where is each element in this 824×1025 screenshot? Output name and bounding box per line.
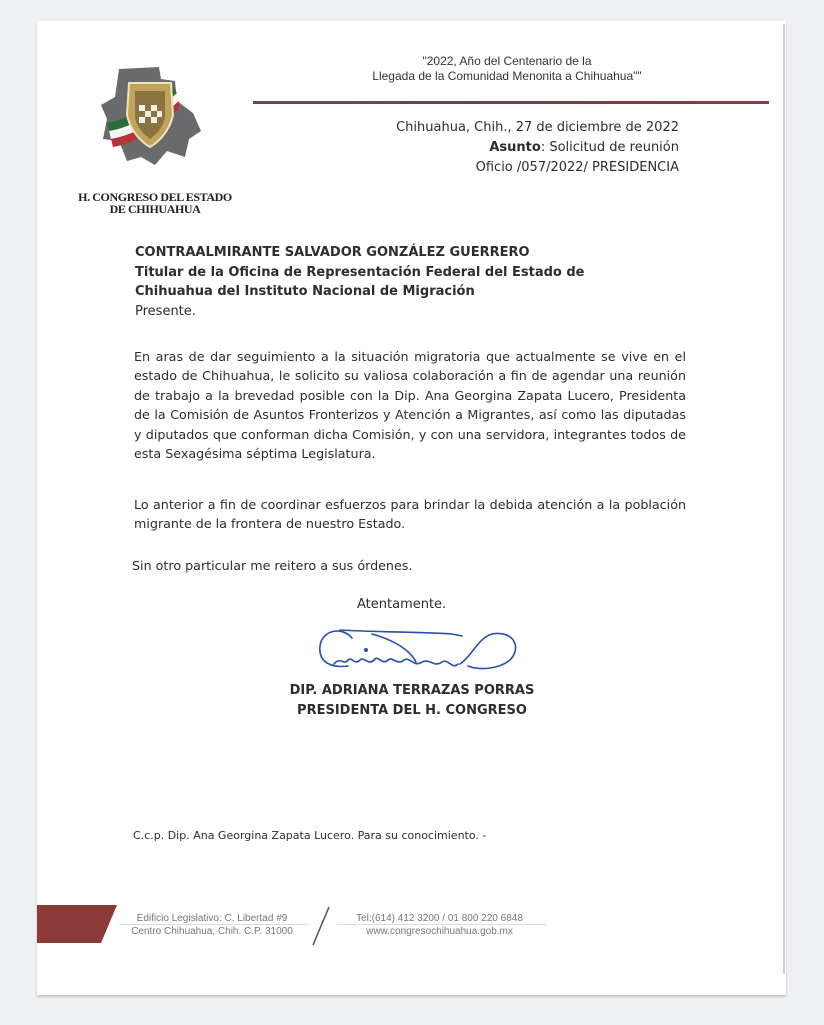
logo-caption (55, 191, 255, 215)
congress-logo-icon (97, 61, 207, 166)
place-date: Chihuahua, Chih., 27 de diciembre de 2022 (396, 120, 679, 135)
letter-meta (396, 118, 679, 178)
body-paragraph-1: En aras de dar seguimiento a la situación migratoria que actualmente se vive en el estado de Chihuahua, le solicito su valiosa colaboración a fin de agendar una reunión de trabajo a la brevedad posible con la Dip. Ana Georgina Zapata Lucero, Presidenta de la Comisión de Asuntos Fronterizos y Atención a Migrantes, así como las diputadas y diputados que conforman dicha Comisión, y con una servidora, integrantes todos de esta Sexagésima séptima Legislatura. (134, 349, 686, 462)
footer-address-line1: Edificio Legislativo: C. Libertad #9 (136, 913, 288, 924)
header-rule-divider (253, 101, 769, 104)
footer-website[interactable]: www.congresochihuahua.gob.mx (366, 926, 513, 937)
subject-label: Asunto (489, 140, 541, 155)
body-paragraph-3: Sin otro particular me reitero a sus órdenes. (132, 558, 413, 573)
signer-block (287, 681, 537, 721)
motto-line1: "2022, Año del Centenario de la (422, 54, 592, 68)
footer-accent-bar (37, 905, 117, 943)
signer-title: PRESIDENTA DEL H. CONGRESO (297, 703, 527, 718)
logo-caption-line1: H. CONGRESO DEL ESTADO (78, 190, 232, 204)
reference-number: Oficio /057/2022/ PRESIDENCIA (475, 160, 679, 175)
subject-line (396, 138, 679, 158)
addressee-greeting: Presente. (135, 303, 196, 319)
page-edge-line (783, 24, 785, 974)
addressee-title-line2: Chihuahua del Instituto Nacional de Migración (135, 284, 475, 299)
footer-phone: Tel:(614) 412 3200 / 01 800 220 6848 (356, 913, 523, 924)
closing-salutation: Atentamente. (357, 597, 447, 612)
addressee-block (135, 243, 585, 321)
document-page (37, 21, 786, 995)
footer-address (117, 912, 307, 938)
footer-address-line2: Centro Chihuahua, Chih. C.P. 31000 (131, 926, 293, 937)
subject-value: : Solicitud de reunión (540, 140, 679, 155)
logo-caption-line2: DE CHIHUAHUA (109, 202, 201, 216)
header-motto (337, 54, 677, 84)
footer-slash-divider (309, 905, 334, 947)
body-paragraph-2: Lo anterior a fin de coordinar esfuerzos para brindar la debida atención a la población migrante de la frontera de nuestro Estado. (134, 497, 686, 532)
signature-icon (282, 616, 532, 686)
addressee-name: CONTRAALMIRANTE SALVADOR GONZÁLEZ GUERRERO (135, 245, 530, 260)
addressee-title-line1: Titular de la Oficina de Representación Federal del Estado de (135, 264, 585, 280)
carbon-copy-note: C.c.p. Dip. Ana Georgina Zapata Lucero. Para su conocimiento. - (133, 829, 487, 842)
motto-line2: Llegada de la Comunidad Menonita a Chihuahua"" (372, 69, 642, 83)
footer-contact (337, 912, 542, 938)
signer-name: DIP. ADRIANA TERRAZAS PORRAS (289, 683, 535, 698)
